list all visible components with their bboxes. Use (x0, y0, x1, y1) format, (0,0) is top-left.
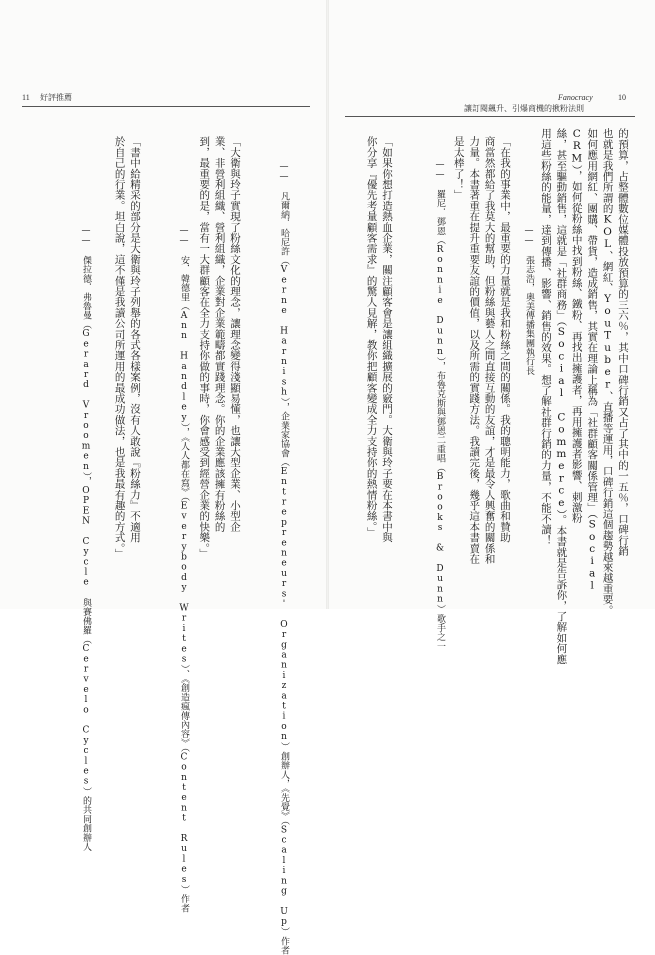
text-line: 到，最重要的是，當有一大群顧客在全力支持你做的事時，你會感受到經營企業的快樂。」 (198, 136, 211, 559)
attribution-text: —— 安．韓德里（Ann Handley），《人人都在寫》（Everybody Writes）、《創造瘋傳內容》（Content Rules）作者 (179, 226, 189, 913)
right-header-rule (345, 116, 635, 117)
attribution-text: —— 羅尼．鄧恩（Ronnie Dunn），布魯克斯與鄧恩二重唱（Brooks & Dunn）歌手之一 (435, 160, 445, 651)
left-page-number: 11 (22, 93, 30, 102)
text-line: 你分享『優先考量顧客需求』的驚人見解，教你把顧客變成全力支持你的熱情粉絲。」 (365, 136, 378, 538)
text-line: 絲，甚至驅動銷售，這就是「社群商務」（Social Commerce）。本書就是告訴你，了解如何應 (555, 128, 568, 665)
left-attribution-2 (162, 226, 190, 913)
right-page-number: 10 (618, 93, 626, 102)
text-line: 「如果你想打造熱血企業，關注顧客會是讓組織擴展的竅門。大衛與玲子要在本書中與 (381, 136, 393, 543)
text-line: 業、非營利組織、營利組織，企業對企業範疇都實踐理念。你的企業應該擁有粉絲的 (213, 136, 226, 532)
text-line: 是太棒了！」 (452, 136, 465, 201)
right-attribution-2 (418, 160, 446, 651)
right-attribution-1 (521, 226, 535, 456)
right-running-subtitle: 讓訂閱飆升、引爆商機的揪粉法則 (464, 104, 584, 113)
text-line: 如何應用網紅、團購、帶貨，造成銷售，其實在理論上稱為「社群顧客關係管理」（Social (586, 128, 599, 592)
text-line: 「在我的事業中，最重要的力量就是我和粉絲之間的關係。我的聰明能力，歌曲和贊助 (499, 136, 511, 543)
right-quote-block-2 (448, 136, 512, 564)
left-attribution-3 (64, 226, 92, 852)
book-gutter (326, 0, 329, 609)
attribution-text: —— 張志浩，奧美傳播集團執行長 (524, 226, 534, 376)
text-line: 商當然都給了我莫大的幫助，但粉絲與藝人之間直接互動的友誼，才是最令人興奮的關係和 (483, 136, 496, 564)
left-attribution-1 (262, 162, 290, 955)
attribution-text: —— 傑拉德．弗魯曼（Gerard Vroomen），OPEN Cycle 與賽佛羅（Cervelo Cycles）的共同創辦人 (81, 226, 91, 852)
left-quote-block-3 (108, 136, 142, 559)
text-line: 力量。本書著重在提升重要友誼的價值，以及所需的實踐方法。我讀完後，幾乎這本書賣在 (468, 136, 481, 564)
left-quote-block-2 (192, 136, 242, 559)
right-quote-block-1 (538, 128, 630, 665)
left-header-rule (22, 106, 310, 107)
text-line: 的預算，占整體數位媒體投放預算的三六％，其中口碑行銷又占了其中的一五％，口碑行銷 (617, 128, 629, 556)
text-line: CRM），如何從粉絲中找到粉絲、鐵粉、再找出擁護者，再用擁護者影響、刺激粉 (570, 128, 583, 524)
text-line: 於自己的行業。坦白說，這不僅是我讀公司所運用的最成功做法，也是我最有趣的方式。」 (113, 136, 126, 559)
right-quote-block-3 (360, 136, 394, 543)
text-line: 「書中給精采的部分是大衛與玲子列舉的各式各樣案例，沒有人敢說『粉絲力』不適用 (129, 136, 141, 543)
attribution-text: —— 凡爾納．哈尼許（Verne Harnish），企業家協會（Entrepreneurs' Organization）創辦人，《先覺》（Scaling Up）作者 (279, 162, 289, 955)
text-line: 也就是我們所謂的KOL、網紅、YouTuber、直播等運用，口碑行銷這個趨勢越來越重要。 (601, 128, 614, 616)
right-english-title: Fanocracy (558, 93, 593, 102)
text-line: 用這些粉絲的能量，達到傳播、影響、銷售的效果。想了解社群行銷的力量，不能不讀！ (539, 128, 552, 546)
text-line: 「大衛與玲子實現了粉絲文化的理念，讓理念變得淺顯易懂，也讓大型企業、小型企 (229, 136, 241, 532)
left-running-title: 好評推薦 (40, 93, 72, 102)
